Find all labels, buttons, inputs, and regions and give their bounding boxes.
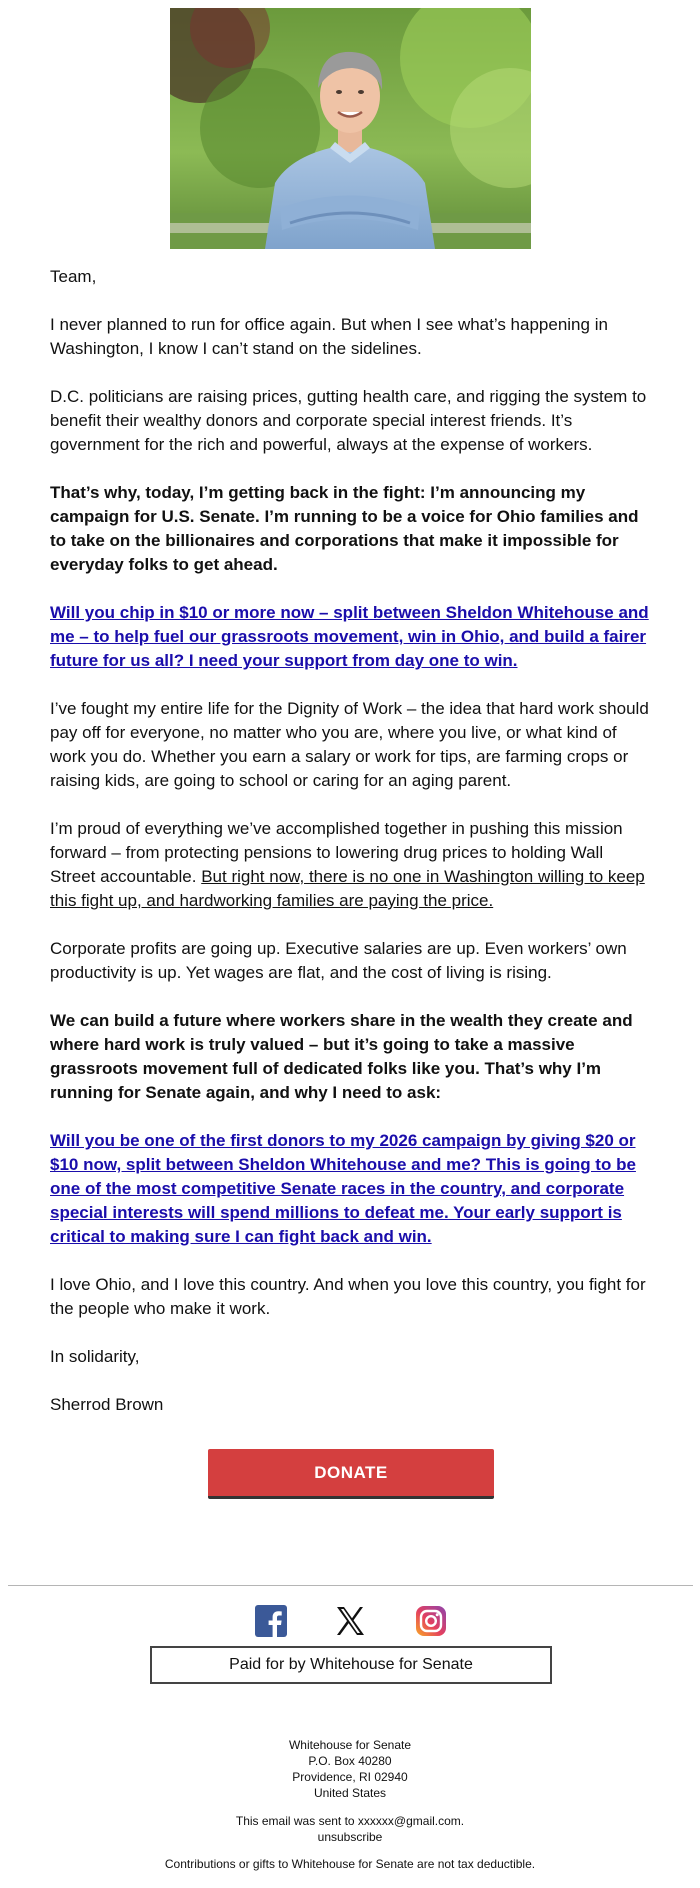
footer-po-box: P.O. Box 40280	[308, 1754, 392, 1768]
instagram-icon[interactable]	[415, 1605, 447, 1637]
footer-city: Providence, RI 02940	[292, 1770, 408, 1784]
paragraph-movement: We can build a future where workers share in the wealth they create and where hard work is truly valued – but it’s going to take a massive grassroots movement full of dedicated folks like you. That’s why I’m running for Senate again, and why I need to ask:	[50, 1011, 633, 1102]
footer-divider	[8, 1585, 693, 1586]
accomplishments-underlined: But right now, there is no one in Washington willing to keep this fight up, and hardworking families are paying the price.	[50, 867, 645, 910]
facebook-icon[interactable]	[255, 1605, 287, 1637]
unsubscribe-link[interactable]: unsubscribe	[317, 1830, 383, 1844]
x-icon[interactable]	[334, 1605, 366, 1637]
sent-to-text: This email was sent to xxxxxx@gmail.com.	[235, 1814, 465, 1828]
email-body	[50, 265, 650, 1441]
paragraph-accomplishments	[50, 817, 650, 913]
paragraph-love-ohio: I love Ohio, and I love this country. And when you love this country, you fight for the people who make it work.	[50, 1275, 646, 1318]
paragraph-wages: Corporate profits are going up. Executive salaries are up. Even workers’ own productivity is up. Yet wages are flat, and the cost of living is rising.	[50, 939, 627, 982]
paragraph-announcement: That’s why, today, I’m getting back in the fight: I’m announcing my campaign for U.S. Senate. I’m running to be a voice for Ohio families and to take on the billionaires and corporations that make it impossible for everyday folks to get ahead.	[50, 483, 639, 574]
signoff: In solidarity,	[50, 1347, 140, 1366]
donate-button-wrapper	[208, 1449, 494, 1499]
paragraph-dignity-of-work: I’ve fought my entire life for the Dignity of Work – the idea that hard work should pay off for everyone, no matter who you are, where you live, or what kind of work you do. Whether you earn a salary or work for tips, are farming crops or raising kids, are going to school or caring for an aging parent.	[50, 699, 649, 790]
donate-button[interactable]: DONATE	[208, 1449, 494, 1499]
signature: Sherrod Brown	[50, 1395, 164, 1414]
footer-org: Whitehouse for Senate	[288, 1738, 412, 1752]
footer-sent-to	[0, 1813, 700, 1845]
footer-legal: Contributions or gifts to Whitehouse for Senate are not tax deductible.	[164, 1857, 536, 1871]
paid-for-disclaimer: Paid for by Whitehouse for Senate	[150, 1646, 552, 1684]
accomplishments-text: I’m proud of everything we’ve accomplished together in pushing this mission forward – from protecting pensions to lowering drug prices to holding Wall Street accountable.	[50, 819, 623, 886]
paragraph-intro: I never planned to run for office again. But when I see what’s happening in Washington, I know I can’t stand on the sidelines.	[50, 315, 608, 358]
donate-link-chip-in[interactable]: Will you chip in $10 or more now – split between Sheldon Whitehouse and me – to help fuel our grassroots movement, win in Ohio, and build a fairer future for us all? I need your support from day one to win.	[50, 603, 649, 670]
paragraph-politicians: D.C. politicians are raising prices, gutting health care, and rigging the system to benefit their wealthy donors and corporate special interest friends. It’s government for the rich and powerful, always at the expense of workers.	[50, 387, 647, 454]
hero-photo	[170, 8, 531, 249]
footer-country: United States	[313, 1786, 387, 1800]
donate-link-first-donors[interactable]: Will you be one of the first donors to my 2026 campaign by giving $20 or $10 now, split between Sheldon Whitehouse and me? This is going to be one of the most competitive Senate races in the country, and corporate special interests will spend millions to defeat me. Your early support is critical to making sure I can fight back and win.	[50, 1131, 636, 1246]
greeting: Team,	[50, 267, 97, 286]
footer-address	[0, 1737, 700, 1801]
